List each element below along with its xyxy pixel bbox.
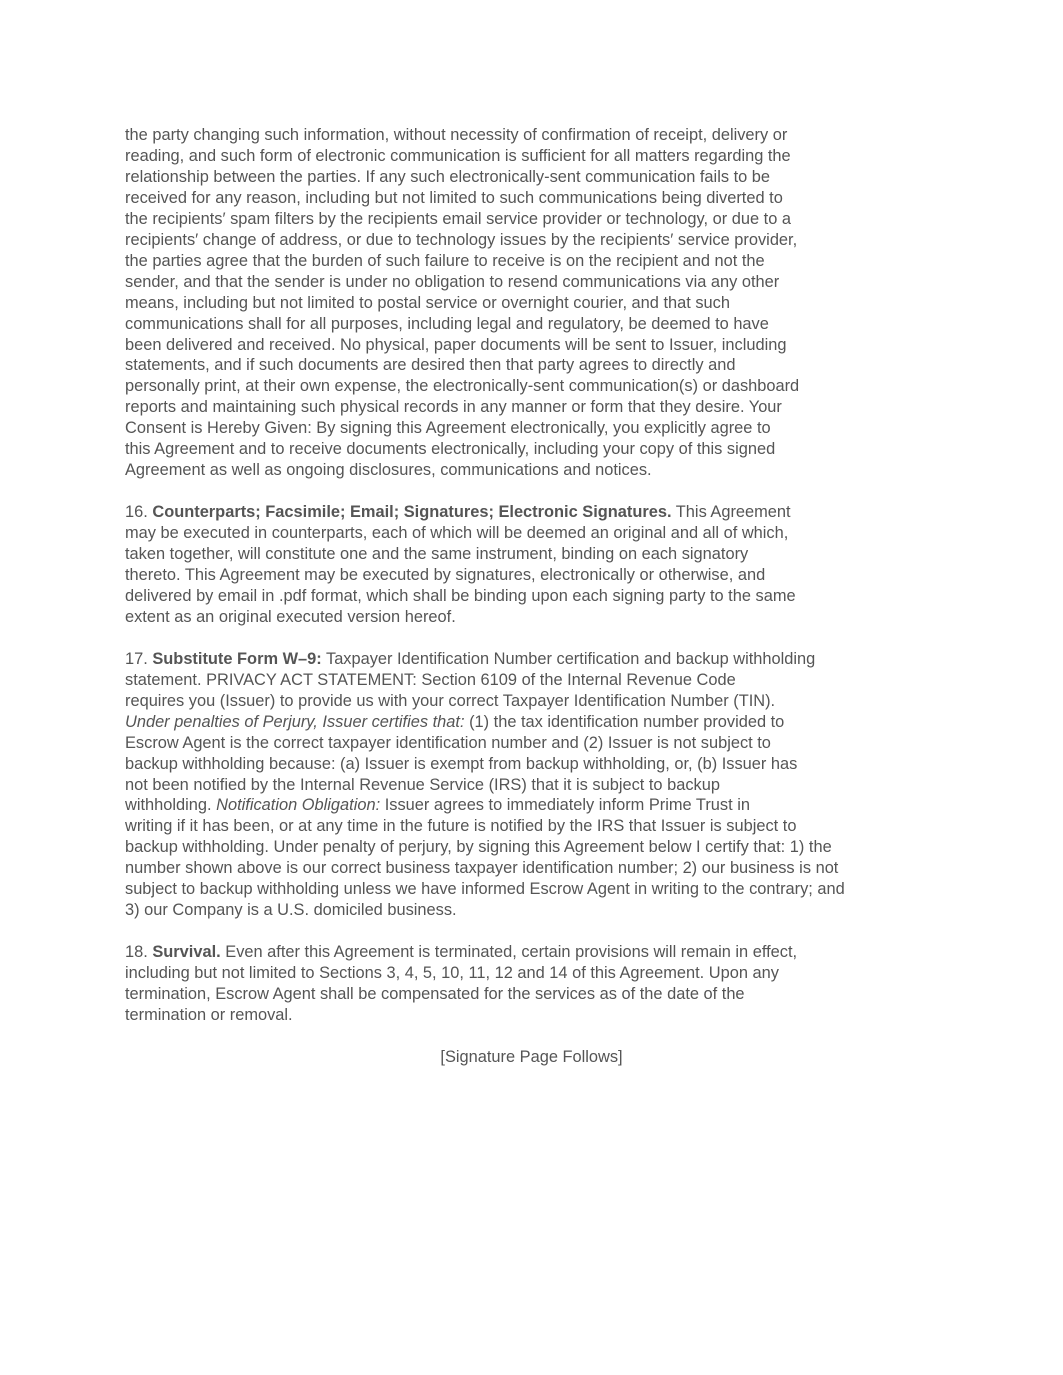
paragraph-electronic-communications [125,125,955,481]
text-fragment: withholding. [125,796,212,815]
text-line: relationship between the parties. If any such electronically-sent communication fails to be [125,167,771,186]
text-line: number shown above is our correct business taxpayer identification number; 2) our business is not [125,859,839,878]
section-heading: Counterparts; Facsimile; Email; Signatures; Electronic Signatures. [152,503,672,522]
paragraph-spacer [125,481,955,502]
text-line: statements, and if such documents are desired then that party agrees to directly and [125,356,736,375]
text-fragment: This Agreement [675,503,791,522]
text-line: thereto. This Agreement may be executed by signatures, electronically or otherwise, and [125,566,766,584]
text-line: statement. PRIVACY ACT STATEMENT: Section 6109 of the Internal Revenue Code [125,670,736,689]
italic-phrase: Under penalties of Perjury, Issuer certifies that: [125,712,465,731]
section-16-counterparts [125,502,955,628]
section-17-first-line [125,649,955,670]
section-17-substitute-form-w9 [125,649,955,921]
text-fragment: Issuer agrees to immediately inform Prime Trust in [384,796,750,815]
text-line: means, including but not limited to postal service or overnight courier, and that such [125,293,730,312]
section-18-first-line [125,942,955,963]
text-line: subject to backup withholding unless we have informed Escrow Agent in writing to the contrary; and [125,880,845,899]
signature-page-note: [Signature Page Follows] [440,1047,623,1066]
text-line: Agreement as well as ongoing disclosures, communications and notices. [125,461,652,480]
text-line: sender, and that the sender is under no obligation to resend communications via any other [125,272,780,291]
text-line: writing if it has been, or at any time in the future is notified by the IRS that Issuer is subject to [125,817,797,836]
text-line: this Agreement and to receive documents electronically, including your copy of this signed [125,440,776,459]
section-18-survival [125,942,955,1026]
text-line: the parties agree that the burden of such failure to receive is on the recipient and not the [125,251,765,270]
text-fragment: Taxpayer Identification Number certification and backup withholding [326,649,816,668]
text-line: Consent is Hereby Given: By signing this Agreement electronically, you explicitly agree to [125,419,771,438]
section-heading: Substitute Form W–9: [152,649,322,668]
section-number: 16. [125,503,148,522]
document-body [125,125,955,1068]
text-line: Escrow Agent is the correct taxpayer identification number and (2) Issuer is not subject to [125,733,771,752]
text-line: reports and maintaining such physical records in any manner or form that they desire. Your [125,398,782,417]
text-line: taken together, will constitute one and the same instrument, binding on each signatory [125,545,749,564]
text-line: not been notified by the Internal Revenue Service (IRS) that it is subject to backup [125,775,720,794]
text-line: personally print, at their own expense, the electronically-sent communication(s) or dashboard [125,377,800,396]
text-line: termination or removal. [125,1005,293,1024]
text-line: received for any reason, including but not limited to such communications being diverted to [125,188,783,207]
section-number: 18. [125,943,148,962]
section-number: 17. [125,649,148,668]
text-line: the party changing such information, without necessity of confirmation of receipt, delivery or [125,126,788,144]
text-line: may be executed in counterparts, each of which will be deemed an original and all of which, [125,524,789,543]
text-line: backup withholding because: (a) Issuer is exempt from backup withholding, or, (b) Issuer has [125,754,798,773]
text-fragment: (1) the tax identification number provided to [469,712,785,731]
paragraph-spacer [125,1026,955,1047]
text-line [125,712,955,733]
paragraph-spacer [125,921,955,942]
text-line: extent as an original executed version hereof. [125,607,456,626]
text-line: communications shall for all purposes, including legal and regulatory, be deemed to have [125,314,769,333]
text-line: the recipients′ spam filters by the recipients email service provider or technology, or due to a [125,209,791,228]
text-line: requires you (Issuer) to provide us with your correct Taxpayer Identification Number (TIN). [125,691,776,710]
text-line: been delivered and received. No physical, paper documents will be sent to Issuer, including [125,335,787,354]
text-line: delivered by email in .pdf format, which shall be binding upon each signing party to the same [125,586,796,605]
text-line: recipients′ change of address, or due to technology issues by the recipients′ service provider, [125,230,798,249]
text-line: backup withholding. Under penalty of perjury, by signing this Agreement below I certify that: 1) the [125,838,832,857]
text-line: 3) our Company is a U.S. domiciled business. [125,901,457,920]
text-line: termination, Escrow Agent shall be compensated for the services as of the date of the [125,985,745,1004]
text-line [125,795,955,816]
section-heading: Survival. [152,943,221,962]
text-fragment: Even after this Agreement is terminated, certain provisions will remain in effect, [225,943,798,962]
section-16-first-line [125,502,955,523]
text-line: reading, and such form of electronic communication is sufficient for all matters regarding the [125,146,791,165]
text-line: including but not limited to Sections 3, 4, 5, 10, 11, 12 and 14 of this Agreement. Upon any [125,964,779,983]
paragraph-spacer [125,628,955,649]
italic-phrase: Notification Obligation: [216,796,381,815]
